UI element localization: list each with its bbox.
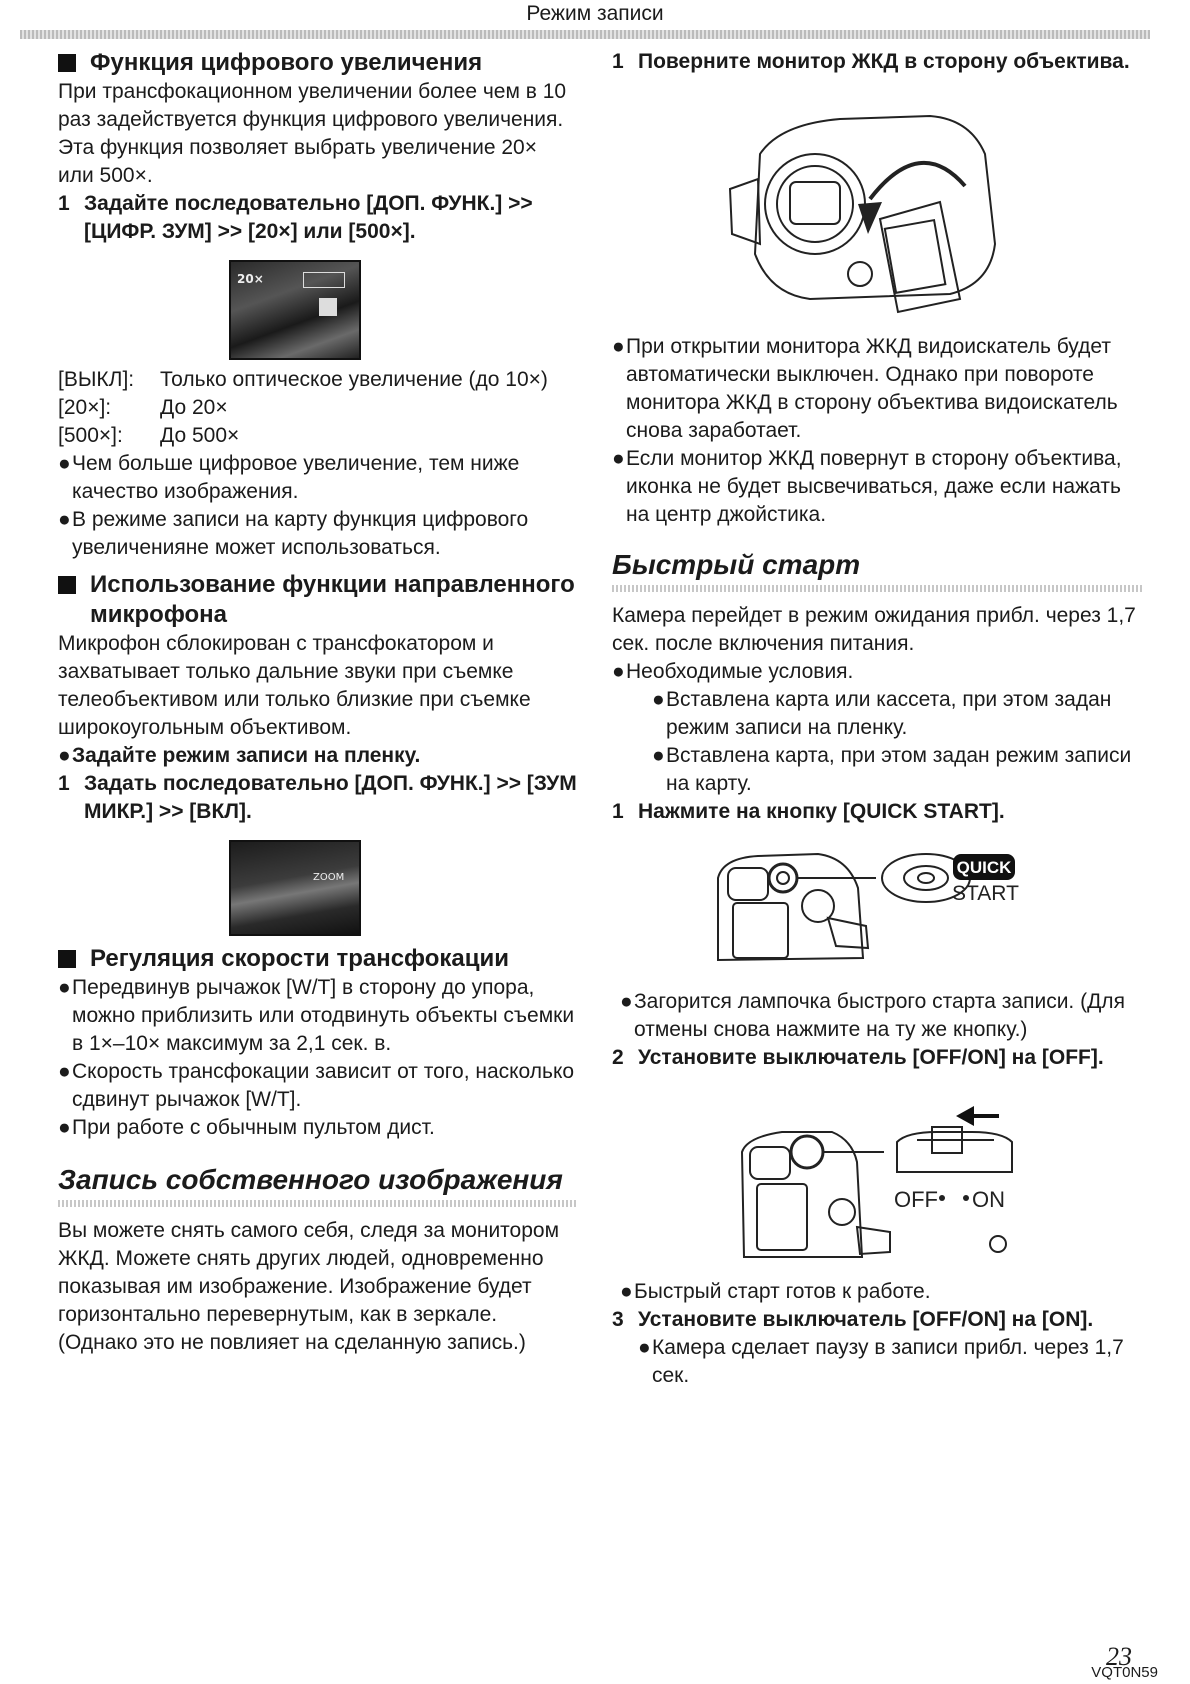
switch-on-label: ON bbox=[972, 1187, 1005, 1212]
zoom-mic-screen-image bbox=[229, 840, 361, 936]
document-code: VQT0N59 bbox=[1091, 1664, 1158, 1681]
digital-zoom-screen-image bbox=[229, 260, 361, 360]
list-item: ● В режиме записи на карту функция цифрового увеличенияне может использоваться. bbox=[58, 508, 529, 559]
quick-label: QUICK bbox=[956, 858, 1012, 877]
list-item: ● Скорость трансфокации зависит от того, насколько сдвинут рычажок [W/T]. bbox=[58, 1060, 575, 1111]
quick-start-step-2: 2 Установите выключатель [OFF/ON] на [OFF]. bbox=[612, 1046, 1104, 1069]
quick-start-intro: Камера перейдет в режим ожидания прибл. через 1,7 сек. после включения питания. bbox=[612, 604, 1136, 655]
square-bullet-icon bbox=[58, 54, 76, 72]
heading-quick-start: Быстрый старт bbox=[612, 549, 861, 580]
list-item: ● Загорится лампочка быстрого старта записи. (Для отмены снова нажмите на ту же кнопку.) bbox=[620, 990, 1125, 1041]
screen-zoom-mic-label: ZOOM bbox=[313, 872, 345, 883]
option-row: [20×]: До 20× bbox=[58, 396, 228, 419]
quick-start-step-1: 1 Нажмите на кнопку [QUICK START]. bbox=[612, 800, 1005, 823]
power-switch-off-illustration bbox=[732, 1102, 1032, 1262]
arrow-left-icon bbox=[956, 1106, 999, 1126]
zoom-mic-step: 1 Задать последовательно [ДОП. ФУНК.] >> [ЗУМ МИКР.] >> [ВКЛ]. bbox=[58, 772, 577, 823]
header-rule bbox=[20, 30, 1150, 39]
heading-rule bbox=[58, 1200, 578, 1207]
list-item: ● При работе с обычным пультом дист. bbox=[58, 1116, 435, 1139]
square-bullet-icon bbox=[58, 576, 76, 594]
zoom-mic-intro: Микрофон сблокирован с трансфокатором и захватывает только дальние звуки при съемке телеобъективом или только близкие при съемке широкоугольным объективом. bbox=[58, 632, 531, 739]
page-header bbox=[0, 0, 1190, 26]
section-title: Режим записи bbox=[526, 2, 664, 25]
self-record-step: 1 Поверните монитор ЖКД в сторону объектива. bbox=[612, 50, 1130, 73]
list-item: ● Камера сделает паузу в записи прибл. через 1,7 сек. bbox=[638, 1336, 1124, 1387]
list-item: ● Необходимые условия. bbox=[612, 660, 854, 683]
heading-rule bbox=[612, 585, 1144, 592]
heading-self-record: Запись собственного изображения bbox=[58, 1164, 563, 1195]
camcorder-lcd-rotate-illustration bbox=[720, 94, 1020, 319]
list-item: ● Вставлена карта, при этом задан режим записи на карту. bbox=[652, 744, 1132, 795]
digital-zoom-step: 1 Задайте последовательно [ДОП. ФУНК.] >> [ЦИФР. ЗУМ] >> [20×] или [500×]. bbox=[58, 192, 533, 243]
option-row: [500×]: До 500× bbox=[58, 424, 240, 447]
zoom-indicator-bar bbox=[303, 272, 345, 288]
heading-zoom-speed: Регуляция скорости трансфокации bbox=[58, 944, 578, 974]
switch-off-label: OFF bbox=[894, 1187, 938, 1212]
list-item: ● Передвинув рычажок [W/T] в сторону до упора, можно приблизить или отодвинуть объекты съемки в 1×–10× максимум за 2,1 сек. в. bbox=[58, 976, 575, 1055]
digital-zoom-intro: При трансфокационном увеличении более чем в 10 раз задействуется функция цифрового увеличения. Эта функция позволяет выбрать увеличение 20× или 500×. bbox=[58, 80, 567, 187]
list-item: ● Чем больше цифровое увеличение, тем ниже качество изображения. bbox=[58, 452, 520, 503]
self-record-text: Вы можете снять самого себя, следя за монитором ЖКД. Можете снять других людей, одновременно показывая им изображение. Изображение будет горизонтально перевернутым, как в зеркале. (Однако это не повлияет на сделанную запись.) bbox=[58, 1219, 560, 1354]
list-item: ● Если монитор ЖКД повернут в сторону объектива, иконка не будет высвечиваться, даже если нажать на центр джойстика. bbox=[612, 447, 1122, 526]
list-item: ● Задайте режим записи на пленку. bbox=[58, 744, 421, 767]
list-item: ● При открытии монитора ЖКД видоискатель будет автоматически выключен. Однако при повороте монитора ЖКД в сторону объектива видоискатель снова заработает. bbox=[612, 335, 1118, 442]
screen-icon bbox=[319, 298, 337, 316]
quick-start-button-illustration bbox=[698, 848, 1028, 968]
heading-digital-zoom: Функция цифрового увеличения bbox=[58, 48, 578, 78]
quick-start-step-3: 3 Установите выключатель [OFF/ON] на [ON]. bbox=[612, 1308, 1094, 1331]
rotate-arrow-icon bbox=[858, 202, 882, 234]
start-label: START bbox=[952, 882, 1019, 905]
screen-zoom-label: 20× bbox=[237, 272, 264, 286]
right-column bbox=[612, 48, 1144, 1390]
list-item: ● Вставлена карта или кассета, при этом задан режим записи на пленку. bbox=[652, 688, 1112, 739]
page-number: 23 bbox=[1106, 1642, 1132, 1671]
square-bullet-icon bbox=[58, 950, 76, 968]
list-item: ● Быстрый старт готов к работе. bbox=[620, 1280, 931, 1303]
left-column bbox=[58, 48, 578, 1357]
heading-zoom-mic: Использование функции направленного микрофона bbox=[58, 570, 578, 630]
option-row: [ВЫКЛ]: Только оптическое увеличение (до 10×) bbox=[58, 368, 548, 391]
